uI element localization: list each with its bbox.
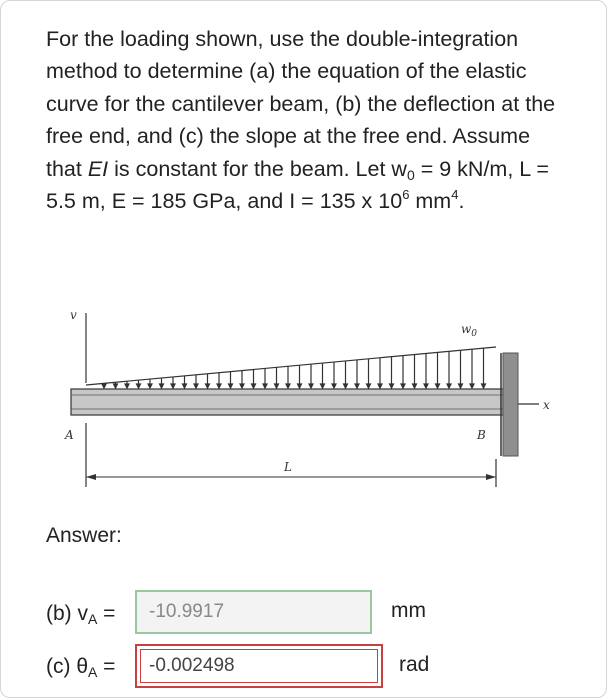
answer-b-input[interactable]: -10.9917: [135, 590, 372, 634]
load-arrowhead: [309, 384, 313, 388]
load-arrowhead: [482, 384, 486, 388]
label-A: A: [65, 428, 74, 442]
load-arrowhead: [125, 384, 129, 388]
load-arrowhead: [355, 384, 359, 388]
load-arrowhead: [321, 384, 325, 388]
label-w0: $w_0$: [461, 322, 478, 339]
load-arrowhead: [171, 384, 175, 388]
problem-text-ei: EI: [87, 156, 109, 181]
problem-text-1: For the loading shown, use the double-integration method to determine (a) the equation of the elastic curve for the cantilever beam, (b) the deflection at the free end, and (c) the slope at the free end. Assume that: [46, 27, 556, 181]
problem-statement: [46, 23, 566, 217]
load-arrowhead: [160, 384, 164, 388]
load-arrowhead: [436, 384, 440, 388]
load-arrowhead: [102, 384, 106, 388]
load-arrowhead: [401, 384, 405, 388]
label-v: v: [70, 308, 77, 322]
fixed-support-wall: [503, 353, 518, 456]
load-arrowhead: [459, 384, 463, 388]
answer-b-label: (b) $v_A$ =: [46, 602, 116, 627]
beam-diagram: [56, 301, 576, 501]
load-arrowhead: [252, 384, 256, 388]
load-arrowhead: [183, 384, 187, 388]
load-arrowhead: [263, 384, 267, 388]
problem-exp-4: 4: [451, 187, 459, 203]
label-x: x: [543, 398, 550, 412]
load-arrowhead: [367, 384, 371, 388]
load-arrowhead: [240, 384, 244, 388]
problem-text-5: .: [458, 189, 465, 214]
load-arrowhead: [390, 384, 394, 388]
load-arrowhead: [137, 384, 141, 388]
load-arrowhead: [275, 384, 279, 388]
answer-row-b: [46, 591, 134, 637]
load-arrowhead: [378, 384, 382, 388]
load-arrowhead: [217, 384, 221, 388]
problem-w-subscript: 0: [406, 166, 415, 183]
problem-exp-6: 6: [402, 187, 410, 203]
label-L: L: [284, 460, 292, 474]
load-arrowhead: [298, 384, 302, 388]
answer-b-unit: mm: [391, 599, 426, 622]
answer-heading: Answer:: [46, 524, 122, 547]
load-arrowhead: [114, 384, 118, 388]
load-arrowhead: [148, 384, 152, 388]
load-arrowhead: [206, 384, 210, 388]
load-arrowhead: [194, 384, 198, 388]
beam: [71, 389, 503, 415]
problem-text-3: = 9 kN/m, L = 5.5 m, E = 185 GPa, and I = 135 x 10: [46, 156, 549, 214]
answer-c-unit: rad: [399, 653, 430, 676]
load-arrowhead: [424, 384, 428, 388]
label-B: B: [477, 428, 486, 442]
load-arrowhead: [332, 384, 336, 388]
answer-c-input[interactable]: -0.002498: [135, 644, 383, 688]
load-arrowhead: [229, 384, 233, 388]
answer-row-c: [46, 644, 134, 690]
load-arrowhead: [470, 384, 474, 388]
load-arrowhead: [344, 384, 348, 388]
load-arrowhead: [447, 384, 451, 388]
problem-text-4: mm: [409, 189, 452, 214]
load-arrowhead: [413, 384, 417, 388]
answer-c-label: (c) $\theta_A$ =: [46, 655, 116, 680]
load-arrowhead: [286, 384, 290, 388]
distributed-load: [86, 347, 496, 388]
problem-text-2: is constant for the beam. Let w: [108, 156, 407, 181]
